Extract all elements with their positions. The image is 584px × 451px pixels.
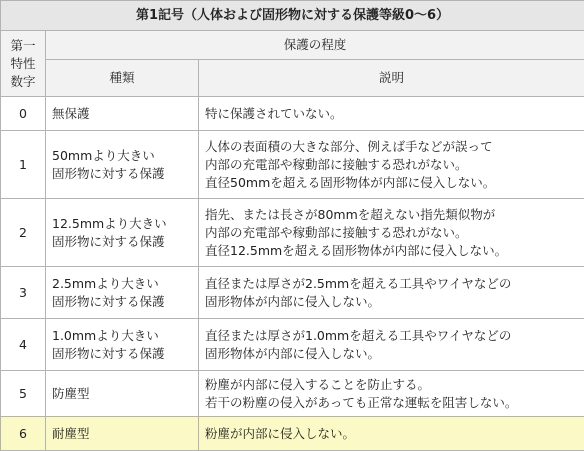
type-line: 固形物に対する保護 [52,165,165,181]
table-title: 第1記号（人体および固形物に対する保護等級0〜6） [1,1,584,31]
type-cell [46,267,199,319]
table-row [1,97,584,131]
type-cell [46,371,199,417]
code-header-line: 数字 [10,73,36,89]
code-cell: 5 [1,371,46,417]
description-line: 特に保護されていない。 [205,105,343,121]
description-header: 説明 [199,60,584,97]
code-header-line: 第一 [10,37,36,53]
description-line: 人体の表面積の大きな部分、例えば手などが誤って [205,138,493,154]
type-line: 1.0mmより大きい [52,327,159,343]
code-cell: 2 [1,199,46,267]
table-row-highlighted [1,417,584,451]
code-cell: 0 [1,97,46,131]
description-cell [199,319,584,371]
description-line: 固形物体が内部に侵入しない。 [205,293,381,309]
description-line: 直径50mmを超える固形物体が内部に侵入しない。 [205,174,496,190]
type-line: 耐塵型 [52,425,90,441]
type-cell [46,319,199,371]
table-row [1,131,584,199]
type-line: 固形物に対する保護 [52,233,165,249]
description-line: 粉塵が内部に侵入することを防止する。 [205,376,431,392]
description-cell [199,199,584,267]
type-cell [46,131,199,199]
type-line: 12.5mmより大きい [52,215,167,231]
type-cell [46,417,199,451]
description-line: 直径または厚さが1.0mmを超える工具やワイヤなどの [205,327,512,343]
description-cell [199,267,584,319]
description-cell [199,371,584,417]
description-line: 指先、または長さが80mmを超えない指先類似物が [205,206,496,222]
type-line: 固形物に対する保護 [52,293,165,309]
description-line: 粉塵が内部に侵入しない。 [205,425,356,441]
description-line: 若干の粉塵の侵入があっても正常な運転を阻害しない。 [205,394,518,410]
protection-level-header: 保護の程度 [46,31,584,60]
type-line: 50mmより大きい [52,147,155,163]
type-line: 無保護 [52,105,90,121]
type-line: 2.5mmより大きい [52,275,159,291]
description-line: 内部の充電部や稼動部に接触する恐れがない。 [205,156,468,172]
description-line: 内部の充電部や稼動部に接触する恐れがない。 [205,224,468,240]
description-line: 固形物体が内部に侵入しない。 [205,345,381,361]
code-header-line: 特性 [10,55,36,71]
code-header [1,31,46,97]
code-cell: 6 [1,417,46,451]
type-header: 種類 [46,60,199,97]
type-line: 固形物に対する保護 [52,345,165,361]
description-cell [199,97,584,131]
type-line: 防塵型 [52,385,90,401]
table-row [1,267,584,319]
description-cell [199,131,584,199]
table-row [1,199,584,267]
description-line: 直径または厚さが2.5mmを超える工具やワイヤなどの [205,275,512,291]
type-cell [46,97,199,131]
table-row [1,371,584,417]
table-row [1,319,584,371]
description-cell [199,417,584,451]
code-cell: 4 [1,319,46,371]
description-line: 直径12.5mmを超える固形物体が内部に侵入しない。 [205,242,508,258]
code-cell: 1 [1,131,46,199]
code-cell: 3 [1,267,46,319]
type-cell [46,199,199,267]
